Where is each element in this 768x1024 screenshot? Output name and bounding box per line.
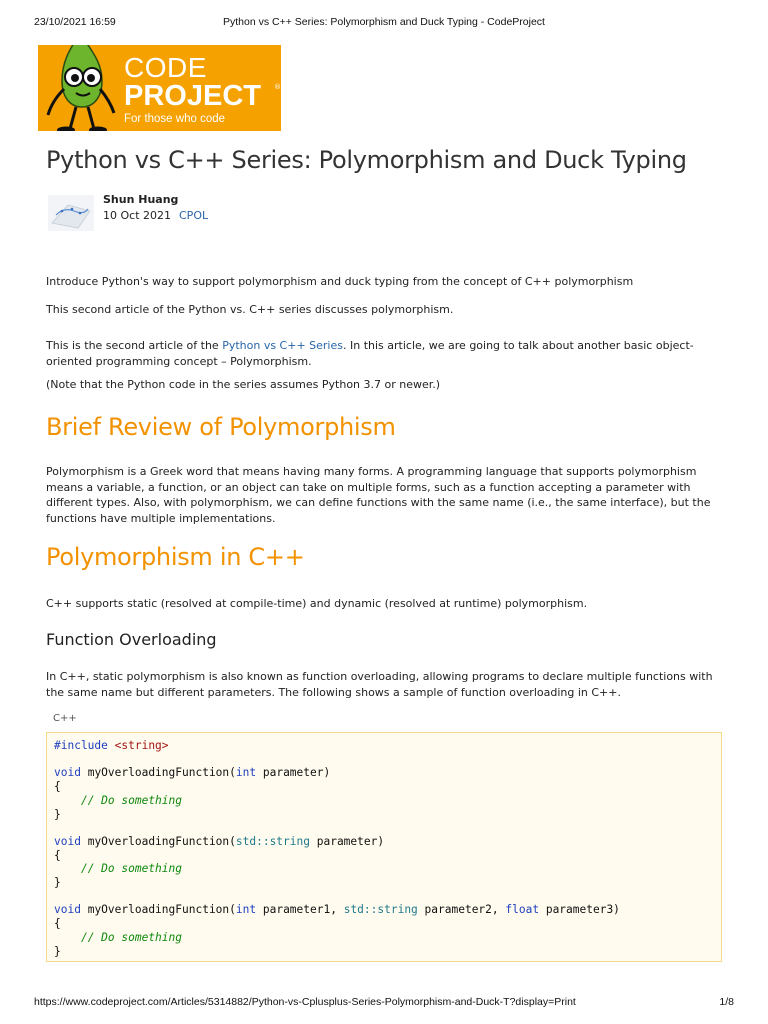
code-block[interactable] (46, 732, 722, 962)
intro-text-start: This is the second article of the (46, 339, 223, 352)
series-link[interactable]: Python vs C++ Series (222, 339, 343, 352)
author-avatar[interactable] (48, 195, 94, 231)
bob-mascot-icon (40, 45, 124, 131)
article-description: This second article of the Python vs. C++ series discusses polymorphism. (46, 303, 454, 316)
logo-project-text: PROJECT (124, 80, 261, 112)
intro-text-end: . In this article, we are going to talk about another basic object-oriented programming concept – Polymorphism. (46, 339, 694, 368)
codeproject-logo[interactable] (38, 45, 281, 131)
article-summary: Introduce Python's way to support polymorphism and duck typing from the concept of C++ polymorphism (46, 275, 634, 288)
author-name[interactable]: Shun Huang (103, 193, 179, 206)
heading-brief-review: Brief Review of Polymorphism (46, 413, 396, 441)
heading-function-overloading: Function Overloading (46, 630, 217, 649)
print-footer (34, 996, 734, 1010)
publish-date: 10 Oct 2021 (103, 209, 172, 222)
print-url[interactable]: https://www.codeproject.com/Articles/5314882/Python-vs-Cplusplus-Series-Polymorphism-and-Duck-T?display=Print (34, 996, 576, 1008)
article-title: Python vs C++ Series: Polymorphism and Duck Typing (46, 146, 687, 174)
print-page-title: Python vs C++ Series: Polymorphism and Duck Typing - CodeProject (223, 16, 545, 28)
print-datetime: 23/10/2021 16:59 (34, 16, 116, 28)
logo-registered-mark: ® (274, 83, 281, 91)
overloading-paragraph: In C++, static polymorphism is also known as function overloading, allowing programs to declare multiple functions with the same name but different parameters. The following shows a sample of function overloading in C++. (46, 670, 713, 699)
intro-paragraph (46, 338, 726, 369)
python-version-note: (Note that the Python code in the series assumes Python 3.7 or newer.) (46, 378, 441, 391)
page-number: 1/8 (719, 996, 734, 1008)
code-language-label: C++ (53, 713, 77, 724)
print-header (34, 16, 734, 30)
heading-polymorphism-cpp: Polymorphism in C++ (46, 543, 305, 571)
brief-review-paragraph: Polymorphism is a Greek word that means having many forms. A programming language that supports polymorphism means a variable, a function, or an object can take on multiple forms, such as a function accepting a parameter with different types. Also, with polymorphism, we can define functions with the same name (i.e., the same interface), but the functions have multiple implementations. (46, 465, 711, 525)
logo-tagline: For those who code (124, 113, 226, 125)
logo-code-text: CODE (124, 52, 207, 83)
cpp-paragraph: C++ supports static (resolved at compile-time) and dynamic (resolved at runtime) polymorphism. (46, 597, 588, 610)
license-link[interactable]: CPOL (179, 209, 209, 222)
code-content: #include <string> void myOverloadingFunction(int parameter) { // Do something } void myOverloadingFunction(std::string parameter) { // Do something } void myOverloadingFunction(int parameter1, std::string parameter2, float parameter3) { // Do something } (54, 739, 620, 958)
